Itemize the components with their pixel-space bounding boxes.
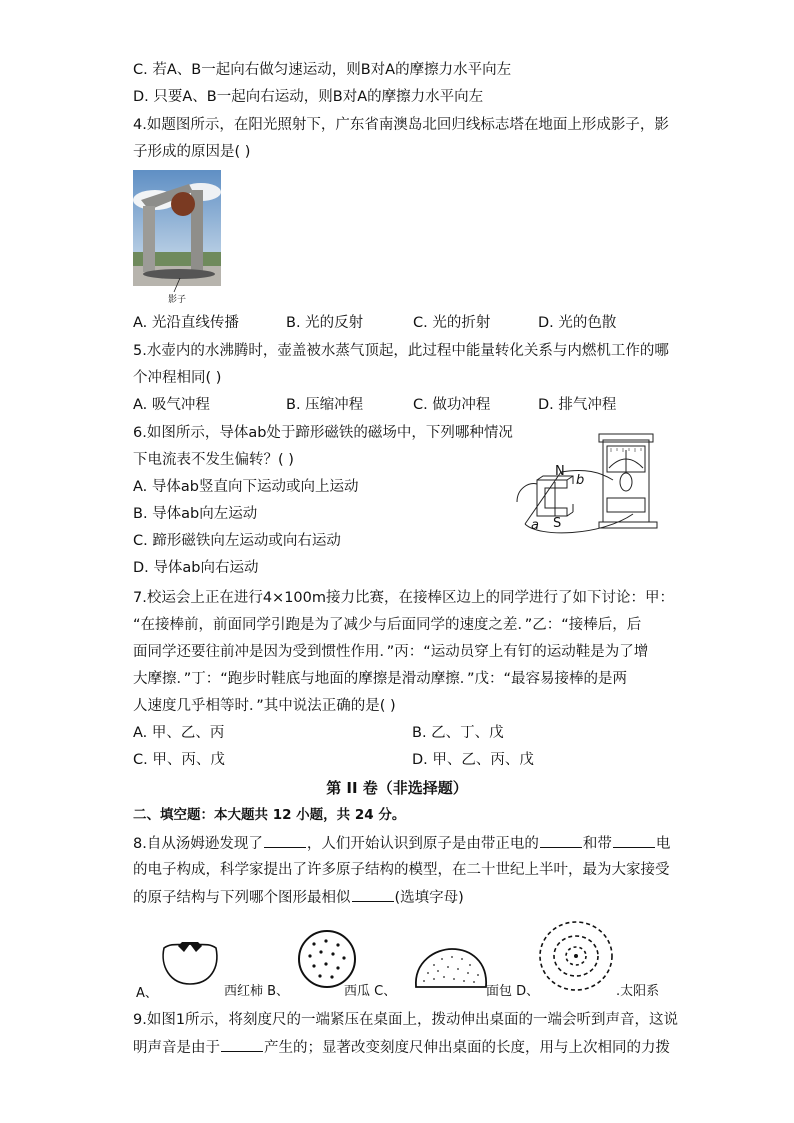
q9-text-1: 明声音是由于 bbox=[133, 1040, 220, 1056]
q9-blank-1[interactable] bbox=[221, 1037, 263, 1052]
q6-option-b: B. 导体ab向左运动 bbox=[133, 506, 258, 522]
q7-option-c: C. 甲、丙、戊 bbox=[133, 752, 225, 768]
q7-option-b: B. 乙、丁、戊 bbox=[412, 725, 504, 741]
tomato-model-icon bbox=[158, 938, 222, 988]
q7-stem-line5: 人速度几乎相等时．”其中说法正确的是( ) bbox=[133, 698, 396, 714]
q8-option-d-label: 面包 D、 bbox=[486, 984, 540, 999]
q4-option-b: B. 光的反射 bbox=[286, 315, 364, 331]
q5-stem-line1: 5.水壶内的水沸腾时，壶盖被水蒸气顶起，此过程中能量转化关系与内燃机工作的哪 bbox=[133, 343, 669, 359]
q7-stem-line2: “在接棒前，前面同学引跑是为了减少与后面同学的速度之差．”乙：“接棒后，后 bbox=[133, 617, 642, 633]
section-title: 第 II 卷（非选择题） bbox=[326, 779, 468, 797]
q8-line3 bbox=[133, 887, 464, 908]
q8-option-c-label: 西瓜 C、 bbox=[344, 984, 397, 999]
q6-option-d: D. 导体ab向右运动 bbox=[133, 560, 259, 576]
q3-option-d: D. 只要A、B一起向右运动，则B对A的摩擦力水平向左 bbox=[133, 89, 484, 105]
conductor-end-a-label: a bbox=[531, 518, 539, 533]
magnet-south-label: S bbox=[553, 516, 562, 531]
q9-line2 bbox=[133, 1037, 670, 1058]
q6-stem-line1: 6.如图所示，导体ab处于蹄形磁铁的磁场中，下列哪种情况 bbox=[133, 425, 513, 441]
q5-stem-line2: 个冲程相同( ) bbox=[133, 370, 222, 386]
q9-line1: 9.如图1所示，将刻度尺的一端紧压在桌面上，拨动伸出桌面的一端会听到声音，这说 bbox=[133, 1012, 679, 1028]
conductor-end-b-label: b bbox=[576, 473, 585, 488]
bread-model-icon bbox=[412, 945, 490, 993]
q3-option-c: C. 若A、B一起向右做匀速运动，则B对A的摩擦力水平向左 bbox=[133, 62, 512, 78]
q8-blank-4[interactable] bbox=[352, 887, 394, 902]
q8-option-a-label: A、 bbox=[136, 986, 158, 1001]
q8-option-b-label: 西红柿 B、 bbox=[224, 984, 290, 999]
q4-option-d: D. 光的色散 bbox=[538, 315, 617, 331]
q8-blank-3[interactable] bbox=[613, 833, 655, 848]
q8-line1 bbox=[133, 833, 670, 854]
magnet-north-label: N bbox=[555, 464, 565, 479]
q4-stem-line1: 4.如题图所示，在阳光照射下，广东省南澳岛北回归线标志塔在地面上形成影子，影 bbox=[133, 117, 669, 133]
q7-option-a: A. 甲、乙、丙 bbox=[133, 725, 225, 741]
q5-option-b: B. 压缩冲程 bbox=[286, 397, 364, 413]
q8-text-3: 和带 bbox=[582, 836, 612, 852]
q7-stem-line4: 大摩擦．”丁：“跑步时鞋底与地面的摩擦是滑动摩擦．”戊：“最容易接棒的是两 bbox=[133, 671, 628, 687]
q8-text-1: 8.自从汤姆逊发现了 bbox=[133, 836, 263, 852]
tower-shadow-photo bbox=[133, 170, 221, 286]
q8-solar-system-label: .太阳系 bbox=[616, 984, 660, 999]
shadow-caption: 影子 bbox=[168, 295, 187, 305]
q8-text-2: ，人们开始认识到原子是由带正电的 bbox=[306, 836, 539, 852]
q5-option-a: A. 吸气冲程 bbox=[133, 397, 210, 413]
q5-option-d: D. 排气冲程 bbox=[538, 397, 617, 413]
q4-stem-line2: 子形成的原因是( ) bbox=[133, 144, 251, 160]
q8-text-5: 的原子结构与下列哪个图形最相似 bbox=[133, 890, 351, 906]
caption-leader-line bbox=[160, 278, 190, 294]
q6-stem-line2: 下电流表不发生偏转？( ) bbox=[133, 452, 294, 468]
q8-line2: 的电子构成，科学家提出了许多原子结构的模型，在二十世纪上半叶，最为大家接受 bbox=[133, 862, 670, 878]
q8-text-4: 电 bbox=[655, 836, 671, 852]
solar-system-model-icon bbox=[537, 919, 615, 993]
q8-blank-2[interactable] bbox=[540, 833, 582, 848]
q4-option-a: A. 光沿直线传播 bbox=[133, 315, 239, 331]
q4-option-c: C. 光的折射 bbox=[413, 315, 491, 331]
q9-text-2: 产生的；显著改变刻度尺伸出桌面的长度，用与上次相同的力拨 bbox=[264, 1040, 670, 1056]
q7-option-d: D. 甲、乙、丙、戊 bbox=[412, 752, 534, 768]
q6-option-c: C. 蹄形磁铁向左运动或向右运动 bbox=[133, 533, 341, 549]
q8-text-6: (选填字母) bbox=[394, 890, 464, 906]
q6-option-a: A. 导体ab竖直向下运动或向上运动 bbox=[133, 479, 359, 495]
q5-option-c: C. 做功冲程 bbox=[413, 397, 491, 413]
q7-stem-line3: 面同学还要往前冲是因为受到惯性作用．”丙：“运动员穿上有钉的运动鞋是为了增 bbox=[133, 644, 649, 660]
q7-stem-line1: 7.校运会上正在进行4×100m接力比赛，在接棒区边上的同学进行了如下讨论：甲： bbox=[133, 590, 675, 606]
q8-blank-1[interactable] bbox=[264, 833, 306, 848]
section-subtitle: 二、填空题：本大题共 12 小题，共 24 分。 bbox=[133, 807, 406, 823]
